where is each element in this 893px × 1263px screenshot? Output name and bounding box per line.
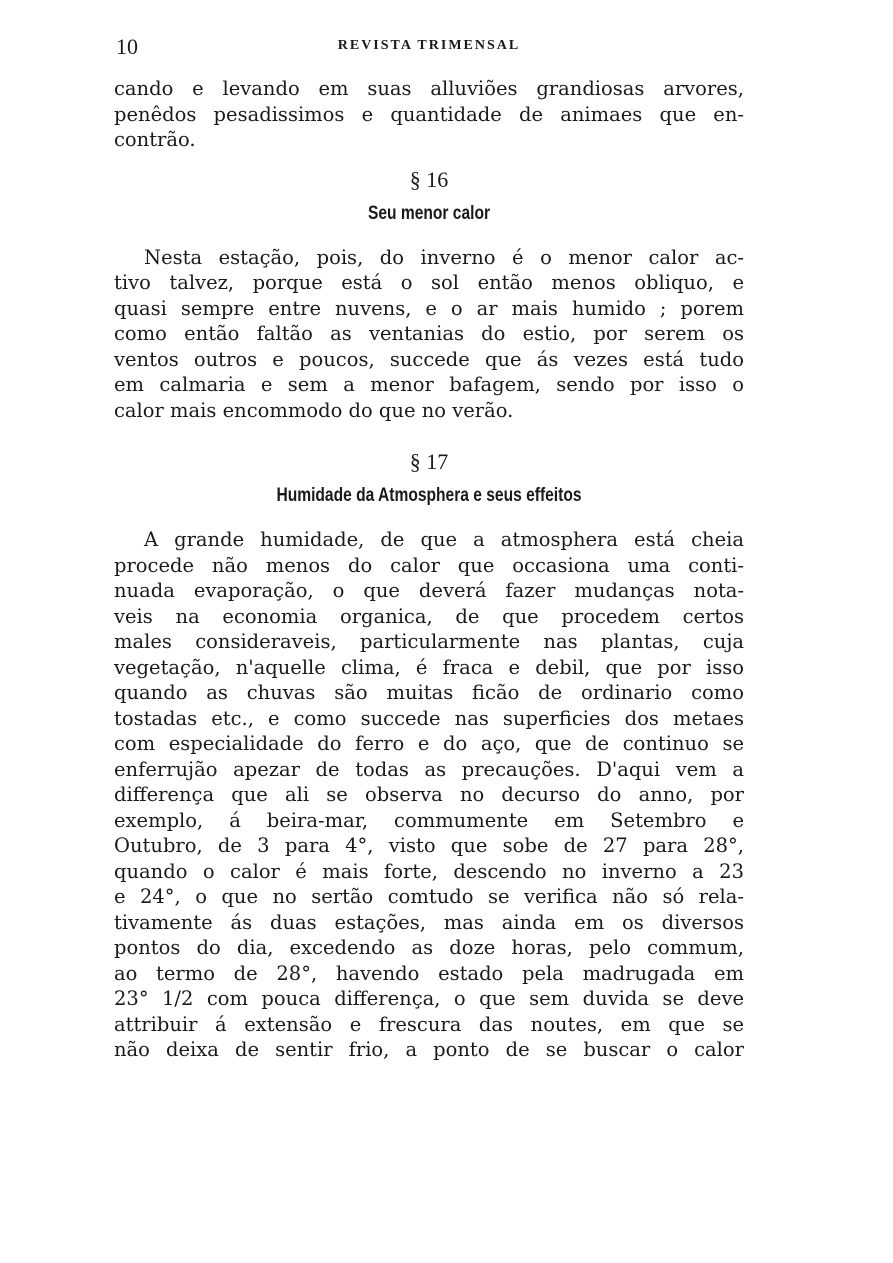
text-line: A grande humidade, de que a atmosphera está cheia (144, 528, 744, 551)
running-head (114, 30, 744, 60)
text-line: tostadas etc., e como succede nas superficies dos metaes (114, 706, 744, 730)
text-line: com especialidade do ferro e do aço, que de continuo se (114, 732, 744, 755)
section-16-heading: Seu menor calor (367, 202, 491, 224)
text-line: em calmaria e sem a menor bafagem, sendo por isso o (114, 373, 744, 396)
page-number: 10 (116, 34, 138, 59)
text-line: tivo talvez, porque está o sol então menos obliquo, e (114, 271, 744, 294)
text-line: quasi sempre entre nuvens, e o ar mais humido ; porem (114, 296, 744, 320)
text-line: 23° 1/2 com pouca differença, o que sem duvida se deve (114, 987, 744, 1010)
text-line: differença que ali se observa no decurso do anno, por (114, 783, 744, 806)
text-line: como então faltão as ventanias do estio, por serem os (114, 322, 744, 345)
section-17-paragraph (114, 527, 744, 1063)
text-line: veis na economia organica, de que procedem certos (114, 604, 744, 628)
text-line: ao termo de 28°, havendo estado pela madrugada em (114, 961, 744, 985)
opening-paragraph (114, 76, 744, 153)
text-line: cando e levando em suas alluviões grandiosas arvores, (114, 77, 744, 100)
text-line: nuada evaporação, o que deverá fazer mudanças nota- (114, 579, 744, 602)
journal-title: REVISTA TRIMENSAL (337, 38, 521, 53)
text-line: quando o calor é mais forte, descendo no inverno a 23 (114, 859, 744, 883)
section-17-heading: Humidade da Atmosphera e seus effeitos (276, 485, 582, 506)
text-line: exemplo, á beira-mar, commumente em Setembro e (114, 808, 744, 832)
book-page (114, 30, 744, 1063)
text-line: ventos outros e poucos, succede que ás vezes está tudo (114, 347, 744, 371)
text-line: quando as chuvas são muitas ficão de ordinario como (114, 681, 744, 704)
text-line: e 24°, o que no sertão comtudo se verifica não só rela- (114, 885, 744, 908)
text-line: pontos do dia, excedendo as doze horas, pelo commum, (114, 936, 744, 959)
text-line: contrão. (114, 128, 196, 151)
text-line: tivamente ás duas estações, mas ainda em os diversos (114, 910, 744, 934)
text-line: Outubro, de 3 para 4°, visto que sobe de 27 para 28°, (114, 834, 744, 857)
text-line: enferrujão apezar de todas as precauções. D'aqui vem a (114, 757, 744, 781)
section-16-paragraph (114, 245, 744, 424)
text-line: males consideraveis, particularmente nas plantas, cuja (114, 630, 744, 653)
section-17-mark: § 17 (409, 449, 449, 474)
text-line: vegetação, n'aquelle clima, é fraca e debil, que por isso (114, 655, 744, 679)
section-16-mark: § 16 (409, 166, 449, 192)
text-line: procede não menos do calor que occasiona uma conti- (114, 553, 744, 577)
text-line: attribuir á extensão e frescura das noutes, em que se (114, 1012, 744, 1036)
text-line: penêdos pesadissimos e quantidade de animaes que en- (114, 102, 744, 126)
text-line: não deixa de sentir frio, a ponto de se buscar o calor (114, 1038, 744, 1061)
text-line: calor mais encommodo do que no verão. (114, 398, 514, 422)
text-line: Nesta estação, pois, do inverno é o menor calor ac- (144, 245, 744, 269)
